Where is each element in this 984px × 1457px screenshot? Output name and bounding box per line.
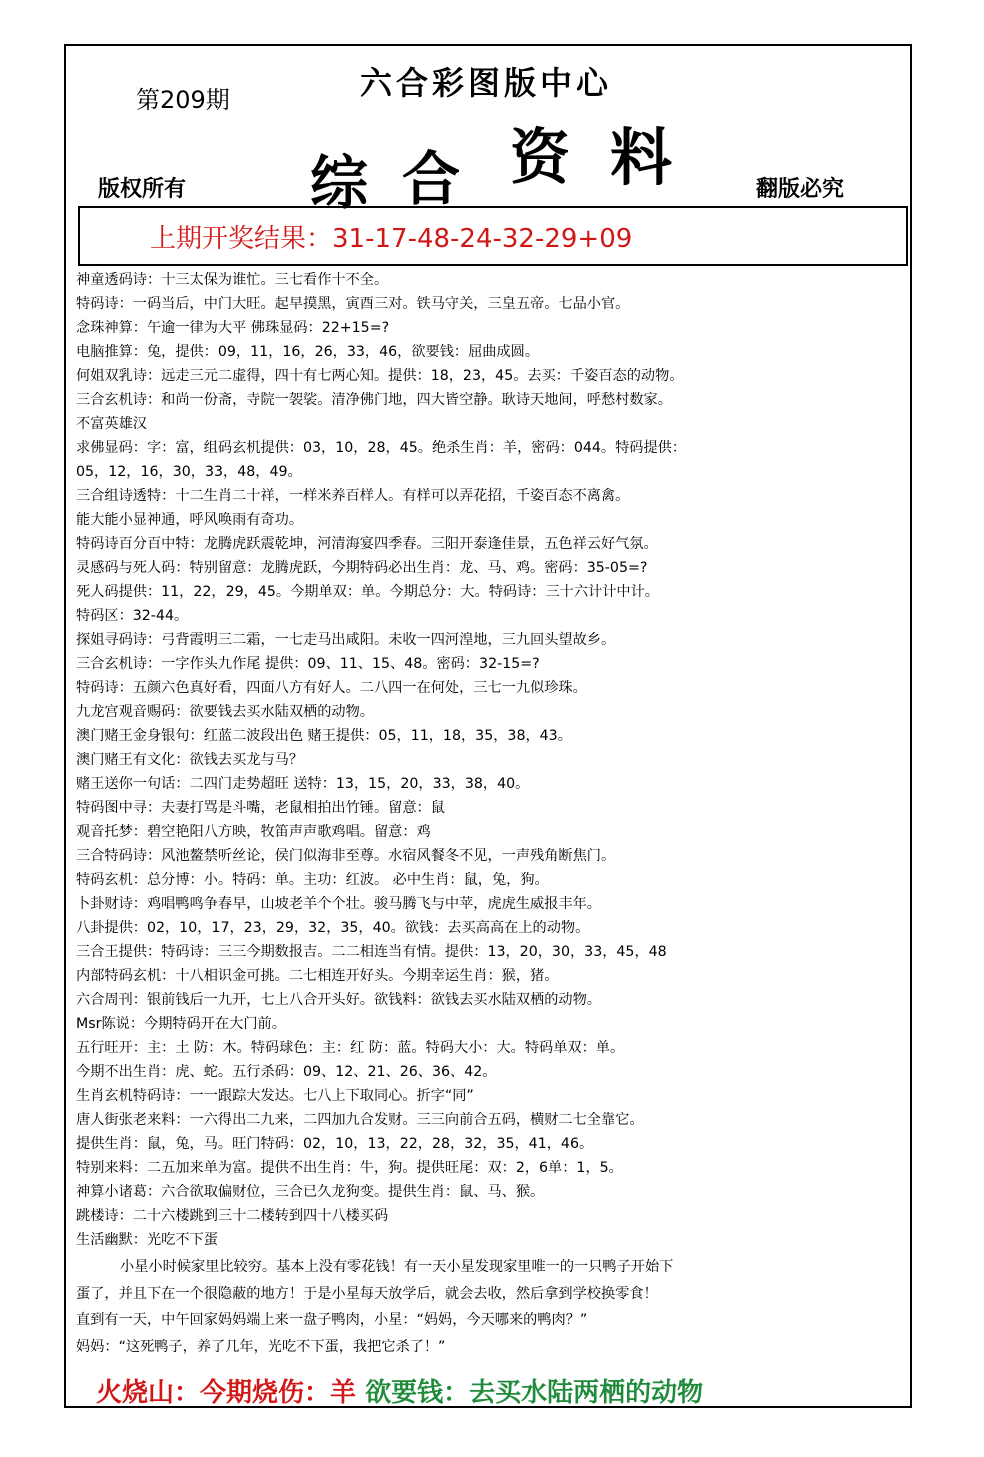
content-line: 何姐双乳诗：远走三元二虚得，四十有七两心知。提供：18，23，45。去买：千姿百态的动物。 (76, 368, 684, 384)
content-line: 生活幽默：光吃不下蛋 (76, 1232, 218, 1248)
bottom-banner (96, 1372, 703, 1409)
content-line: 电脑推算：兔，提供：09，11，16，26，33，46，欲要钱：屈曲成圆。 (76, 344, 540, 360)
content-line: 三合玄机诗：一字作头九作尾 提供：09、11、15、48。密码：32-15=? (76, 656, 540, 672)
story-line: 小星小时候家里比较穷。基本上没有零花钱！有一天小星发现家里唯一的一只鸭子开始下 (120, 1259, 674, 1275)
content-line: 神算小诸葛：六合欲取偏财位，三合已久龙狗变。提供生肖：鼠、马、猴。 (76, 1184, 545, 1200)
content-line: 特别来料：二五加来单为富。提供不出生肖：牛，狗。提供旺尾：双：2，6单：1，5。 (76, 1160, 623, 1176)
content-line: 三合特码诗：风池鳌禁听丝论，侯门似海非至尊。水宿风餐冬不见，一声残角断焦门。 (76, 848, 616, 864)
content-line: 观音托梦：碧空艳阳八方映，牧笛声声歌鸡唱。留意：鸡 (76, 824, 431, 840)
title-char: 资 (510, 123, 570, 193)
content-line: 唐人街张老来料：一六得出二九来，二四加九合发财。三三向前合五码，横财二七全靠它。 (76, 1112, 644, 1128)
content-line: 特码图中寻：夫妻打骂是斗嘴，老鼠相拍出竹锤。留意：鼠 (76, 800, 445, 816)
content-line: 跳楼诗：二十六楼跳到三十二楼转到四十八楼买码 (76, 1208, 389, 1224)
content-line: 不富英雄汉 (76, 416, 147, 432)
copyright-right: 翻版必究 (756, 177, 845, 202)
content-line: 神童透码诗：十三太保为谁忙。三七看作十不全。 (76, 272, 389, 288)
fire-label: 火烧山：今期烧伤：羊 (96, 1378, 357, 1408)
story-line: 妈妈：“这死鸭子，养了几年，光吃不下蛋，我把它杀了！” (76, 1338, 446, 1355)
last-result-numbers: 31-17-48-24-32-29+09 (332, 224, 633, 254)
title-char: 料 (610, 121, 673, 194)
content-line: 特码区：32-44。 (76, 608, 189, 624)
content-line: 特码诗：一码当后，中门大旺。起早摸黑，寅酉三对。铁马守关，三皇五帝。七品小官。 (76, 296, 630, 312)
content-line: 能大能小显神通，呼风唤雨有奇功。 (76, 512, 304, 528)
title-char: 综 (310, 149, 369, 217)
content-line: 死人码提供：11，22，29，45。今期单双：单。今期总分：大。特码诗：三十六计计中计。 (76, 584, 659, 600)
story-line: 直到有一天，中午回家妈妈端上来一盘子鸭肉，小星：“妈妈，今天哪来的鸭肉？” (76, 1312, 588, 1328)
content-line: 三合王提供：特码诗：三三今期数报吉。二二相连当有情。提供：13，20，30，33，45，48 (76, 944, 667, 960)
content-line: 赌王送你一句话：二四门走势超旺 送特：13，15，20，33，38，40。 (76, 776, 530, 792)
content-line: 求佛显码：字：富，组码玄机提供：03，10，28，45。绝杀生肖：羊，密码：044。特码提供： (76, 440, 687, 456)
content-line: 特码诗：五颜六色真好看，四面八方有好人。二八四一在何处，三七一九似珍珠。 (76, 680, 587, 696)
content-line: 提供生肖：鼠，兔，马。旺门特码：02，10，13，22，28，32，35，41，46。 (76, 1136, 594, 1152)
content-line: 六合周刊：银前钱后一九开，七上八合开头好。欲钱料：欲钱去买水陆双栖的动物。 (76, 992, 601, 1008)
content-line: 探姐寻码诗：弓背霞明三二霜，一七走马出咸阳。未收一四河湟地，三九回头望故乡。 (76, 632, 616, 648)
content-line: 澳门赌王金身银句：红蓝二波段出色 赌王提供：05，11，18，35，38，43。 (76, 728, 572, 744)
content-lines (76, 268, 906, 1252)
issue-number: 第209期 (136, 86, 230, 114)
last-result (150, 218, 632, 255)
content-line: 今期不出生肖：虎、蛇。五行杀码：09、12、21、26、36、42。 (76, 1064, 497, 1080)
content-line: 念珠神算：午逾一律为大平 佛珠显码：22+15=? (76, 320, 390, 336)
publisher-name: 六合彩图版中心 (360, 64, 613, 102)
content-line: 特码诗百分百中特：龙腾虎跃震乾坤，河清海宴四季春。三阳开泰逢佳景，五色祥云好气氛。 (76, 536, 658, 552)
content-line: 五行旺开：主：土 防：木。特码球色：主：红 防：蓝。特码大小：大。特码单双：单。 (76, 1040, 625, 1056)
last-result-box (78, 206, 908, 266)
content-line: 灵感码与死人码：特别留意：龙腾虎跃，今期特码必出生肖：龙、马、鸡。密码：35-05=? (76, 560, 648, 576)
humor-story (76, 1254, 906, 1360)
content-line: 三合玄机诗：和尚一份斋，寺院一袈裟。清净佛门地，四大皆空静。耿诗天地间，呼愁村数家。 (76, 392, 672, 408)
content-line: 三合组诗透特：十二生肖二十祥，一样米养百样人。有样可以弄花招，千姿百态不离禽。 (76, 488, 630, 504)
copyright-left: 版权所有 (98, 177, 187, 202)
last-result-label: 上期开奖结果： (150, 224, 333, 254)
content-line: 05，12，16，30，33，48，49。 (76, 464, 302, 480)
money-label: 欲要钱：去买水陆两栖的动物 (365, 1378, 704, 1408)
content-line: 九龙宫观音赐码：欲要钱去买水陆双栖的动物。 (76, 704, 374, 720)
story-line: 蛋了，并且下在一个很隐蔽的地方！于是小星每天放学后，就会去收，然后拿到学校换零食！ (76, 1285, 658, 1302)
content-line: 卜卦财诗：鸡唱鸭鸣争春早，山坡老羊个个壮。骏马腾飞与中苹，虎虎生威报丰年。 (76, 896, 601, 912)
title-char: 合 (402, 145, 461, 213)
content-line: 特码玄机：总分博：小。特码：单。主功：红波。 必中生肖：鼠，兔，狗。 (76, 872, 549, 888)
content-line: Msr陈说：今期特码开在大门前。 (76, 1016, 286, 1032)
content-line: 内部特码玄机：十八相识金可挑。二七相连开好头。今期幸运生肖：猴，猪。 (76, 968, 559, 984)
content-line: 生肖玄机特码诗：一一跟踪大发达。七八上下取同心。折字“同” (76, 1088, 474, 1104)
main-title (300, 108, 720, 217)
content-line: 澳门赌王有文化：欲钱去买龙与马？ (76, 752, 304, 768)
content-line: 八卦提供：02，10，17，23，29，32，35，40。欲钱：去买高高在上的动物。 (76, 920, 590, 936)
